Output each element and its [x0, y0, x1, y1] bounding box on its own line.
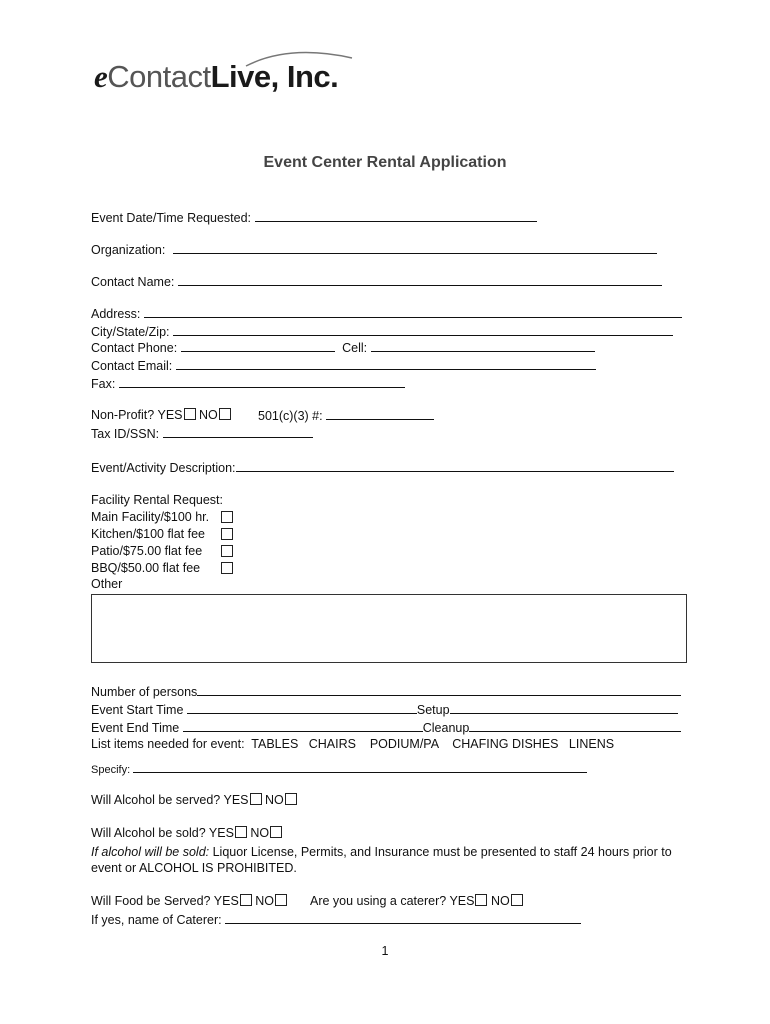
- food-served-no-label: NO: [255, 894, 275, 908]
- tax-id-label: Tax ID/SSN:: [91, 427, 160, 441]
- organization-label: Organization:: [91, 243, 166, 257]
- event-description-label: Event/Activity Description:: [91, 461, 236, 475]
- persons-row: [91, 684, 681, 700]
- alcohol-sold-no-checkbox[interactable]: [270, 826, 282, 838]
- facility-kitchen-checkbox[interactable]: [221, 528, 233, 540]
- start-time-label: Event Start Time: [91, 703, 184, 717]
- start-time-row: [91, 702, 678, 718]
- logo-wordmark: [94, 60, 338, 94]
- fax-label: Fax:: [91, 377, 116, 391]
- facility-patio-checkbox[interactable]: [221, 545, 233, 557]
- caterer-yes-checkbox[interactable]: [475, 894, 487, 906]
- items-needed-list: List items needed for event: TABLES CHAIRS PODIUM/PA CHAFING DISHES LINENS: [91, 737, 615, 751]
- specify-row: [91, 762, 587, 777]
- caterer-no-label: NO: [490, 894, 510, 908]
- alcohol-notice-text: Liquor License, Permits, and Insurance must be presented to staff 24 hours prior to: [209, 845, 672, 859]
- organization-row: [91, 242, 657, 258]
- city-state-zip-row: [91, 324, 673, 340]
- alcohol-sold-yes-label: YES: [208, 826, 234, 840]
- alcohol-sold-yes-checkbox[interactable]: [235, 826, 247, 838]
- caterer-name-row: [91, 912, 581, 928]
- facility-main-checkbox[interactable]: [221, 511, 233, 523]
- food-served-yes-label: YES: [213, 894, 239, 908]
- facility-item-bbq: BBQ/$50.00 flat fee: [91, 561, 201, 575]
- persons-field[interactable]: [197, 684, 681, 696]
- alcohol-served-yes-checkbox[interactable]: [250, 793, 262, 805]
- caterer-name-label: If yes, name of Caterer:: [91, 913, 222, 927]
- event-datetime-label: Event Date/Time Requested:: [91, 211, 252, 225]
- caterer-no-checkbox[interactable]: [511, 894, 523, 906]
- address-row: [91, 306, 682, 322]
- caterer-row: [310, 894, 523, 909]
- company-logo: [94, 48, 394, 102]
- event-description-field[interactable]: [236, 460, 674, 472]
- logo-live: Live: [210, 59, 271, 94]
- tax-id-field[interactable]: [163, 426, 313, 438]
- non-profit-no-label: NO: [198, 408, 218, 422]
- alcohol-notice-italic: If alcohol will be sold:: [91, 845, 210, 859]
- contact-email-label: Contact Email:: [91, 359, 173, 373]
- contact-phone-label: Contact Phone:: [91, 341, 178, 355]
- persons-label: Number of persons: [91, 685, 198, 699]
- facility-item-patio: Patio/$75.00 flat fee: [91, 544, 203, 558]
- logo-e: e: [94, 59, 108, 94]
- city-state-zip-field[interactable]: [173, 324, 673, 336]
- c3-field[interactable]: [326, 408, 434, 420]
- event-datetime-field[interactable]: [255, 210, 537, 222]
- contact-phone-field[interactable]: [181, 340, 335, 352]
- non-profit-row: [91, 408, 231, 423]
- alcohol-notice-line2: event or ALCOHOL IS PROHIBITED.: [91, 861, 297, 875]
- facility-item-kitchen: Kitchen/$100 flat fee: [91, 527, 205, 541]
- food-served-yes-checkbox[interactable]: [240, 894, 252, 906]
- fax-field[interactable]: [119, 376, 405, 388]
- non-profit-yes-label: YES: [157, 408, 183, 422]
- address-field[interactable]: [144, 306, 682, 318]
- alcohol-sold-no-label: NO: [250, 826, 270, 840]
- alcohol-served-yes-label: YES: [223, 793, 249, 807]
- c3-label: 501(c)(3) #:: [258, 409, 323, 423]
- end-time-label: Event End Time: [91, 721, 180, 735]
- organization-field[interactable]: [173, 242, 657, 254]
- end-time-row: [91, 720, 681, 736]
- cell-label: Cell:: [342, 341, 368, 355]
- food-served-question: Will Food be Served?: [91, 894, 211, 908]
- alcohol-sold-row: [91, 826, 282, 841]
- event-datetime-row: [91, 210, 537, 226]
- contact-phone-row: [91, 340, 595, 356]
- setup-label: Setup: [416, 703, 450, 717]
- city-state-zip-label: City/State/Zip:: [91, 325, 170, 339]
- caterer-name-field[interactable]: [225, 912, 581, 924]
- c3-row: [258, 408, 434, 424]
- facility-item-main: Main Facility/$100 hr.: [91, 510, 210, 524]
- food-served-no-checkbox[interactable]: [275, 894, 287, 906]
- cleanup-label: Cleanup: [422, 721, 470, 735]
- contact-name-row: [91, 274, 662, 290]
- alcohol-sold-question: Will Alcohol be sold?: [91, 826, 206, 840]
- alcohol-served-question: Will Alcohol be served?: [91, 793, 221, 807]
- facility-other-label: Other: [91, 577, 123, 591]
- cleanup-field[interactable]: [469, 720, 681, 732]
- alcohol-notice-line1: [91, 845, 672, 860]
- alcohol-served-no-checkbox[interactable]: [285, 793, 297, 805]
- address-label: Address:: [91, 307, 141, 321]
- logo-inc: , Inc.: [270, 59, 339, 94]
- page-number: 1: [381, 944, 389, 958]
- event-description-row: [91, 460, 674, 476]
- non-profit-no-checkbox[interactable]: [219, 408, 231, 420]
- caterer-yes-label: YES: [449, 894, 475, 908]
- end-time-field[interactable]: [183, 720, 423, 732]
- caterer-question: Are you using a caterer?: [310, 894, 447, 908]
- contact-name-field[interactable]: [178, 274, 662, 286]
- facility-heading: Facility Rental Request:: [91, 493, 224, 507]
- food-served-row: [91, 894, 287, 909]
- contact-email-row: [91, 358, 596, 374]
- alcohol-served-no-label: NO: [264, 793, 284, 807]
- setup-field[interactable]: [450, 702, 678, 714]
- non-profit-label: Non-Profit?: [91, 408, 155, 422]
- specify-field[interactable]: [133, 762, 587, 773]
- tax-id-row: [91, 426, 313, 442]
- alcohol-served-row: [91, 793, 297, 808]
- facility-bbq-checkbox[interactable]: [221, 562, 233, 574]
- specify-label: Specify:: [91, 764, 131, 776]
- non-profit-yes-checkbox[interactable]: [184, 408, 196, 420]
- other-textbox[interactable]: [91, 594, 687, 663]
- fax-row: [91, 376, 405, 392]
- logo-contact: Contact: [107, 59, 211, 94]
- contact-name-label: Contact Name:: [91, 275, 175, 289]
- cell-field[interactable]: [371, 340, 595, 352]
- start-time-field[interactable]: [187, 702, 417, 714]
- contact-email-field[interactable]: [176, 358, 596, 370]
- form-title: Event Center Rental Application: [263, 154, 507, 171]
